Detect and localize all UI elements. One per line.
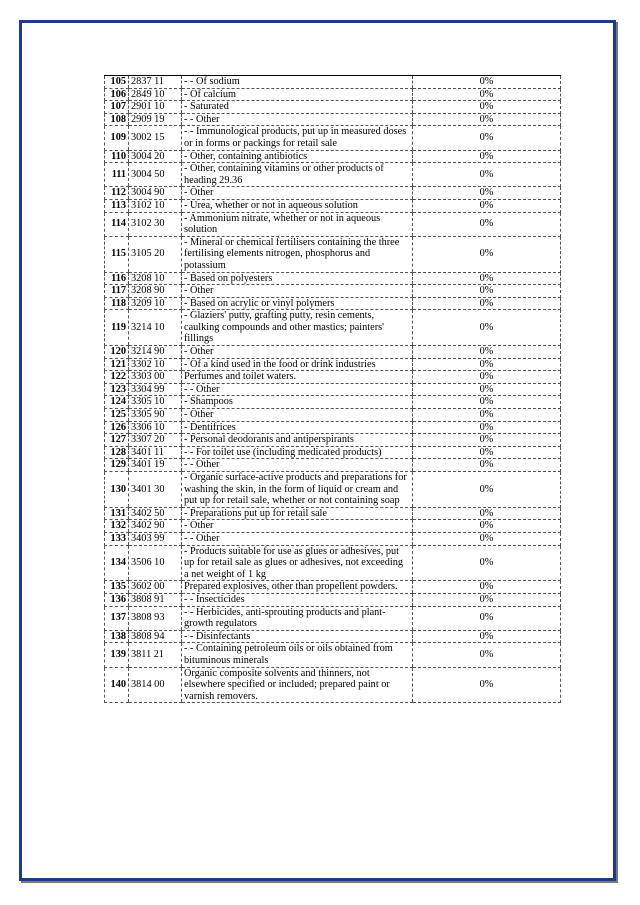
duty-rate: 0% [413, 507, 561, 520]
hs-code: 3808 94 [129, 630, 182, 643]
row-number: 130 [105, 472, 129, 508]
hs-code: 3102 10 [129, 199, 182, 212]
duty-rate: 0% [413, 520, 561, 533]
table-row [105, 297, 561, 310]
product-description: - Glaziers' putty, grafting putty, resin cements, caulking compounds and other mastics; painters' fillings [182, 310, 413, 346]
product-description: - - Other [182, 532, 413, 545]
hs-code: 3808 93 [129, 606, 182, 630]
hs-code: 3602 00 [129, 581, 182, 594]
hs-code: 3209 10 [129, 297, 182, 310]
duty-rate: 0% [413, 383, 561, 396]
table-row [105, 163, 561, 187]
product-description: - - Containing petroleum oils or oils obtained from bituminous minerals [182, 643, 413, 667]
row-number: 131 [105, 507, 129, 520]
product-description: Organic composite solvents and thinners, not elsewhere specified or included; prepared paint or varnish removers. [182, 667, 413, 703]
row-number: 122 [105, 371, 129, 384]
hs-code: 3305 10 [129, 396, 182, 409]
hs-code: 3305 90 [129, 409, 182, 422]
table-row [105, 667, 561, 703]
product-description: - - Insecticides [182, 593, 413, 606]
hs-code: 3306 10 [129, 421, 182, 434]
row-number: 134 [105, 545, 129, 581]
table-row [105, 371, 561, 384]
hs-code: 3401 19 [129, 459, 182, 472]
product-description: - Organic surface-active products and preparations for washing the skin, in the form of liquid or cream and put up for retail sale, whether or not containing soap [182, 472, 413, 508]
product-description: - - Disinfectants [182, 630, 413, 643]
tariff-table-body [105, 76, 561, 703]
hs-code: 2849 10 [129, 88, 182, 101]
duty-rate: 0% [413, 593, 561, 606]
table-row [105, 358, 561, 371]
duty-rate: 0% [413, 409, 561, 422]
hs-code: 3208 10 [129, 272, 182, 285]
product-description: - Based on acrylic or vinyl polymers [182, 297, 413, 310]
product-description: Perfumes and toilet waters. [182, 371, 413, 384]
table-row [105, 606, 561, 630]
table-row [105, 421, 561, 434]
hs-code: 2837 11 [129, 76, 182, 89]
tariff-table [104, 75, 561, 703]
table-row [105, 545, 561, 581]
table-row [105, 643, 561, 667]
table-row [105, 396, 561, 409]
row-number: 127 [105, 434, 129, 447]
row-number: 126 [105, 421, 129, 434]
table-row [105, 76, 561, 89]
duty-rate: 0% [413, 434, 561, 447]
duty-rate: 0% [413, 88, 561, 101]
hs-code: 3401 30 [129, 472, 182, 508]
row-number: 128 [105, 446, 129, 459]
row-number: 132 [105, 520, 129, 533]
table-row [105, 101, 561, 114]
product-description: Prepared explosives, other than propellent powders. [182, 581, 413, 594]
product-description: - Other, containing antibiotics [182, 150, 413, 163]
row-number: 118 [105, 297, 129, 310]
product-description: - - Of sodium [182, 76, 413, 89]
product-description: - Other [182, 346, 413, 359]
product-description: - Shampoos [182, 396, 413, 409]
duty-rate: 0% [413, 358, 561, 371]
row-number: 111 [105, 163, 129, 187]
duty-rate: 0% [413, 371, 561, 384]
hs-code: 3506 10 [129, 545, 182, 581]
product-description: - - Immunological products, put up in measured doses or in forms or packings for retail sale [182, 126, 413, 150]
hs-code: 3302 10 [129, 358, 182, 371]
product-description: - - Other [182, 383, 413, 396]
hs-code: 3102 30 [129, 212, 182, 236]
hs-code: 3004 20 [129, 150, 182, 163]
duty-rate: 0% [413, 545, 561, 581]
row-number: 121 [105, 358, 129, 371]
duty-rate: 0% [413, 187, 561, 200]
product-description: - Other, containing vitamins or other products of heading 29.36 [182, 163, 413, 187]
row-number: 117 [105, 285, 129, 298]
hs-code: 3811 21 [129, 643, 182, 667]
row-number: 110 [105, 150, 129, 163]
row-number: 105 [105, 76, 129, 89]
table-row [105, 310, 561, 346]
row-number: 109 [105, 126, 129, 150]
row-number: 119 [105, 310, 129, 346]
duty-rate: 0% [413, 667, 561, 703]
hs-code: 3004 90 [129, 187, 182, 200]
table-row [105, 126, 561, 150]
hs-code: 3002 15 [129, 126, 182, 150]
duty-rate: 0% [413, 396, 561, 409]
table-row [105, 150, 561, 163]
row-number: 114 [105, 212, 129, 236]
table-row [105, 199, 561, 212]
table-row [105, 593, 561, 606]
row-number: 137 [105, 606, 129, 630]
hs-code: 2901 10 [129, 101, 182, 114]
product-description: - - Other [182, 459, 413, 472]
table-row [105, 285, 561, 298]
hs-code: 3401 11 [129, 446, 182, 459]
hs-code: 3403 99 [129, 532, 182, 545]
table-row [105, 581, 561, 594]
table-row [105, 346, 561, 359]
table-row [105, 409, 561, 422]
row-number: 133 [105, 532, 129, 545]
row-number: 124 [105, 396, 129, 409]
product-description: - - Herbicides, anti-sprouting products and plant-growth regulators [182, 606, 413, 630]
duty-rate: 0% [413, 643, 561, 667]
product-description: - - Other [182, 113, 413, 126]
duty-rate: 0% [413, 126, 561, 150]
product-description: - Mineral or chemical fertilisers containing the three fertilising elements nitrogen, phosphorus and potassium [182, 236, 413, 272]
duty-rate: 0% [413, 163, 561, 187]
duty-rate: 0% [413, 113, 561, 126]
table-row [105, 187, 561, 200]
table-row [105, 446, 561, 459]
table-row [105, 532, 561, 545]
hs-code: 3808 91 [129, 593, 182, 606]
table-row [105, 434, 561, 447]
row-number: 113 [105, 199, 129, 212]
hs-code: 3105 20 [129, 236, 182, 272]
product-description: - Other [182, 409, 413, 422]
row-number: 106 [105, 88, 129, 101]
row-number: 129 [105, 459, 129, 472]
duty-rate: 0% [413, 212, 561, 236]
duty-rate: 0% [413, 272, 561, 285]
row-number: 138 [105, 630, 129, 643]
hs-code: 3214 10 [129, 310, 182, 346]
duty-rate: 0% [413, 285, 561, 298]
row-number: 123 [105, 383, 129, 396]
table-row [105, 507, 561, 520]
duty-rate: 0% [413, 459, 561, 472]
row-number: 139 [105, 643, 129, 667]
duty-rate: 0% [413, 346, 561, 359]
duty-rate: 0% [413, 297, 561, 310]
hs-code: 2909 19 [129, 113, 182, 126]
product-description: - Of a kind used in the food or drink industries [182, 358, 413, 371]
product-description: - Personal deodorants and antiperspirants [182, 434, 413, 447]
row-number: 140 [105, 667, 129, 703]
hs-code: 3004 50 [129, 163, 182, 187]
table-row [105, 88, 561, 101]
product-description: - Other [182, 187, 413, 200]
duty-rate: 0% [413, 606, 561, 630]
product-description: - Preparations put up for retail sale [182, 507, 413, 520]
table-row [105, 472, 561, 508]
duty-rate: 0% [413, 199, 561, 212]
table-row [105, 520, 561, 533]
table-row [105, 272, 561, 285]
row-number: 112 [105, 187, 129, 200]
product-description: - Of calcium [182, 88, 413, 101]
product-description: - Other [182, 520, 413, 533]
product-description: - Dentifrices [182, 421, 413, 434]
row-number: 108 [105, 113, 129, 126]
table-row [105, 459, 561, 472]
duty-rate: 0% [413, 150, 561, 163]
product-description: - Ammonium nitrate, whether or not in aqueous solution [182, 212, 413, 236]
duty-rate: 0% [413, 630, 561, 643]
duty-rate: 0% [413, 421, 561, 434]
product-description: - Based on polyesters [182, 272, 413, 285]
table-row [105, 212, 561, 236]
product-description: - Urea, whether or not in aqueous solution [182, 199, 413, 212]
duty-rate: 0% [413, 472, 561, 508]
table-row [105, 113, 561, 126]
hs-code: 3402 90 [129, 520, 182, 533]
hs-code: 3208 90 [129, 285, 182, 298]
table-row [105, 236, 561, 272]
duty-rate: 0% [413, 581, 561, 594]
duty-rate: 0% [413, 532, 561, 545]
hs-code: 3214 90 [129, 346, 182, 359]
duty-rate: 0% [413, 446, 561, 459]
hs-code: 3402 50 [129, 507, 182, 520]
hs-code: 3303 00 [129, 371, 182, 384]
row-number: 136 [105, 593, 129, 606]
row-number: 107 [105, 101, 129, 114]
hs-code: 3304 99 [129, 383, 182, 396]
duty-rate: 0% [413, 236, 561, 272]
row-number: 135 [105, 581, 129, 594]
row-number: 115 [105, 236, 129, 272]
duty-rate: 0% [413, 101, 561, 114]
table-row [105, 383, 561, 396]
duty-rate: 0% [413, 76, 561, 89]
product-description: - Products suitable for use as glues or adhesives, put up for retail sale as glues or adhesives, not exceeding a net weight of 1 kg [182, 545, 413, 581]
hs-code: 3814 00 [129, 667, 182, 703]
row-number: 125 [105, 409, 129, 422]
product-description: - Other [182, 285, 413, 298]
product-description: - - For toilet use (including medicated products) [182, 446, 413, 459]
product-description: - Saturated [182, 101, 413, 114]
hs-code: 3307 20 [129, 434, 182, 447]
table-row [105, 630, 561, 643]
row-number: 120 [105, 346, 129, 359]
duty-rate: 0% [413, 310, 561, 346]
row-number: 116 [105, 272, 129, 285]
